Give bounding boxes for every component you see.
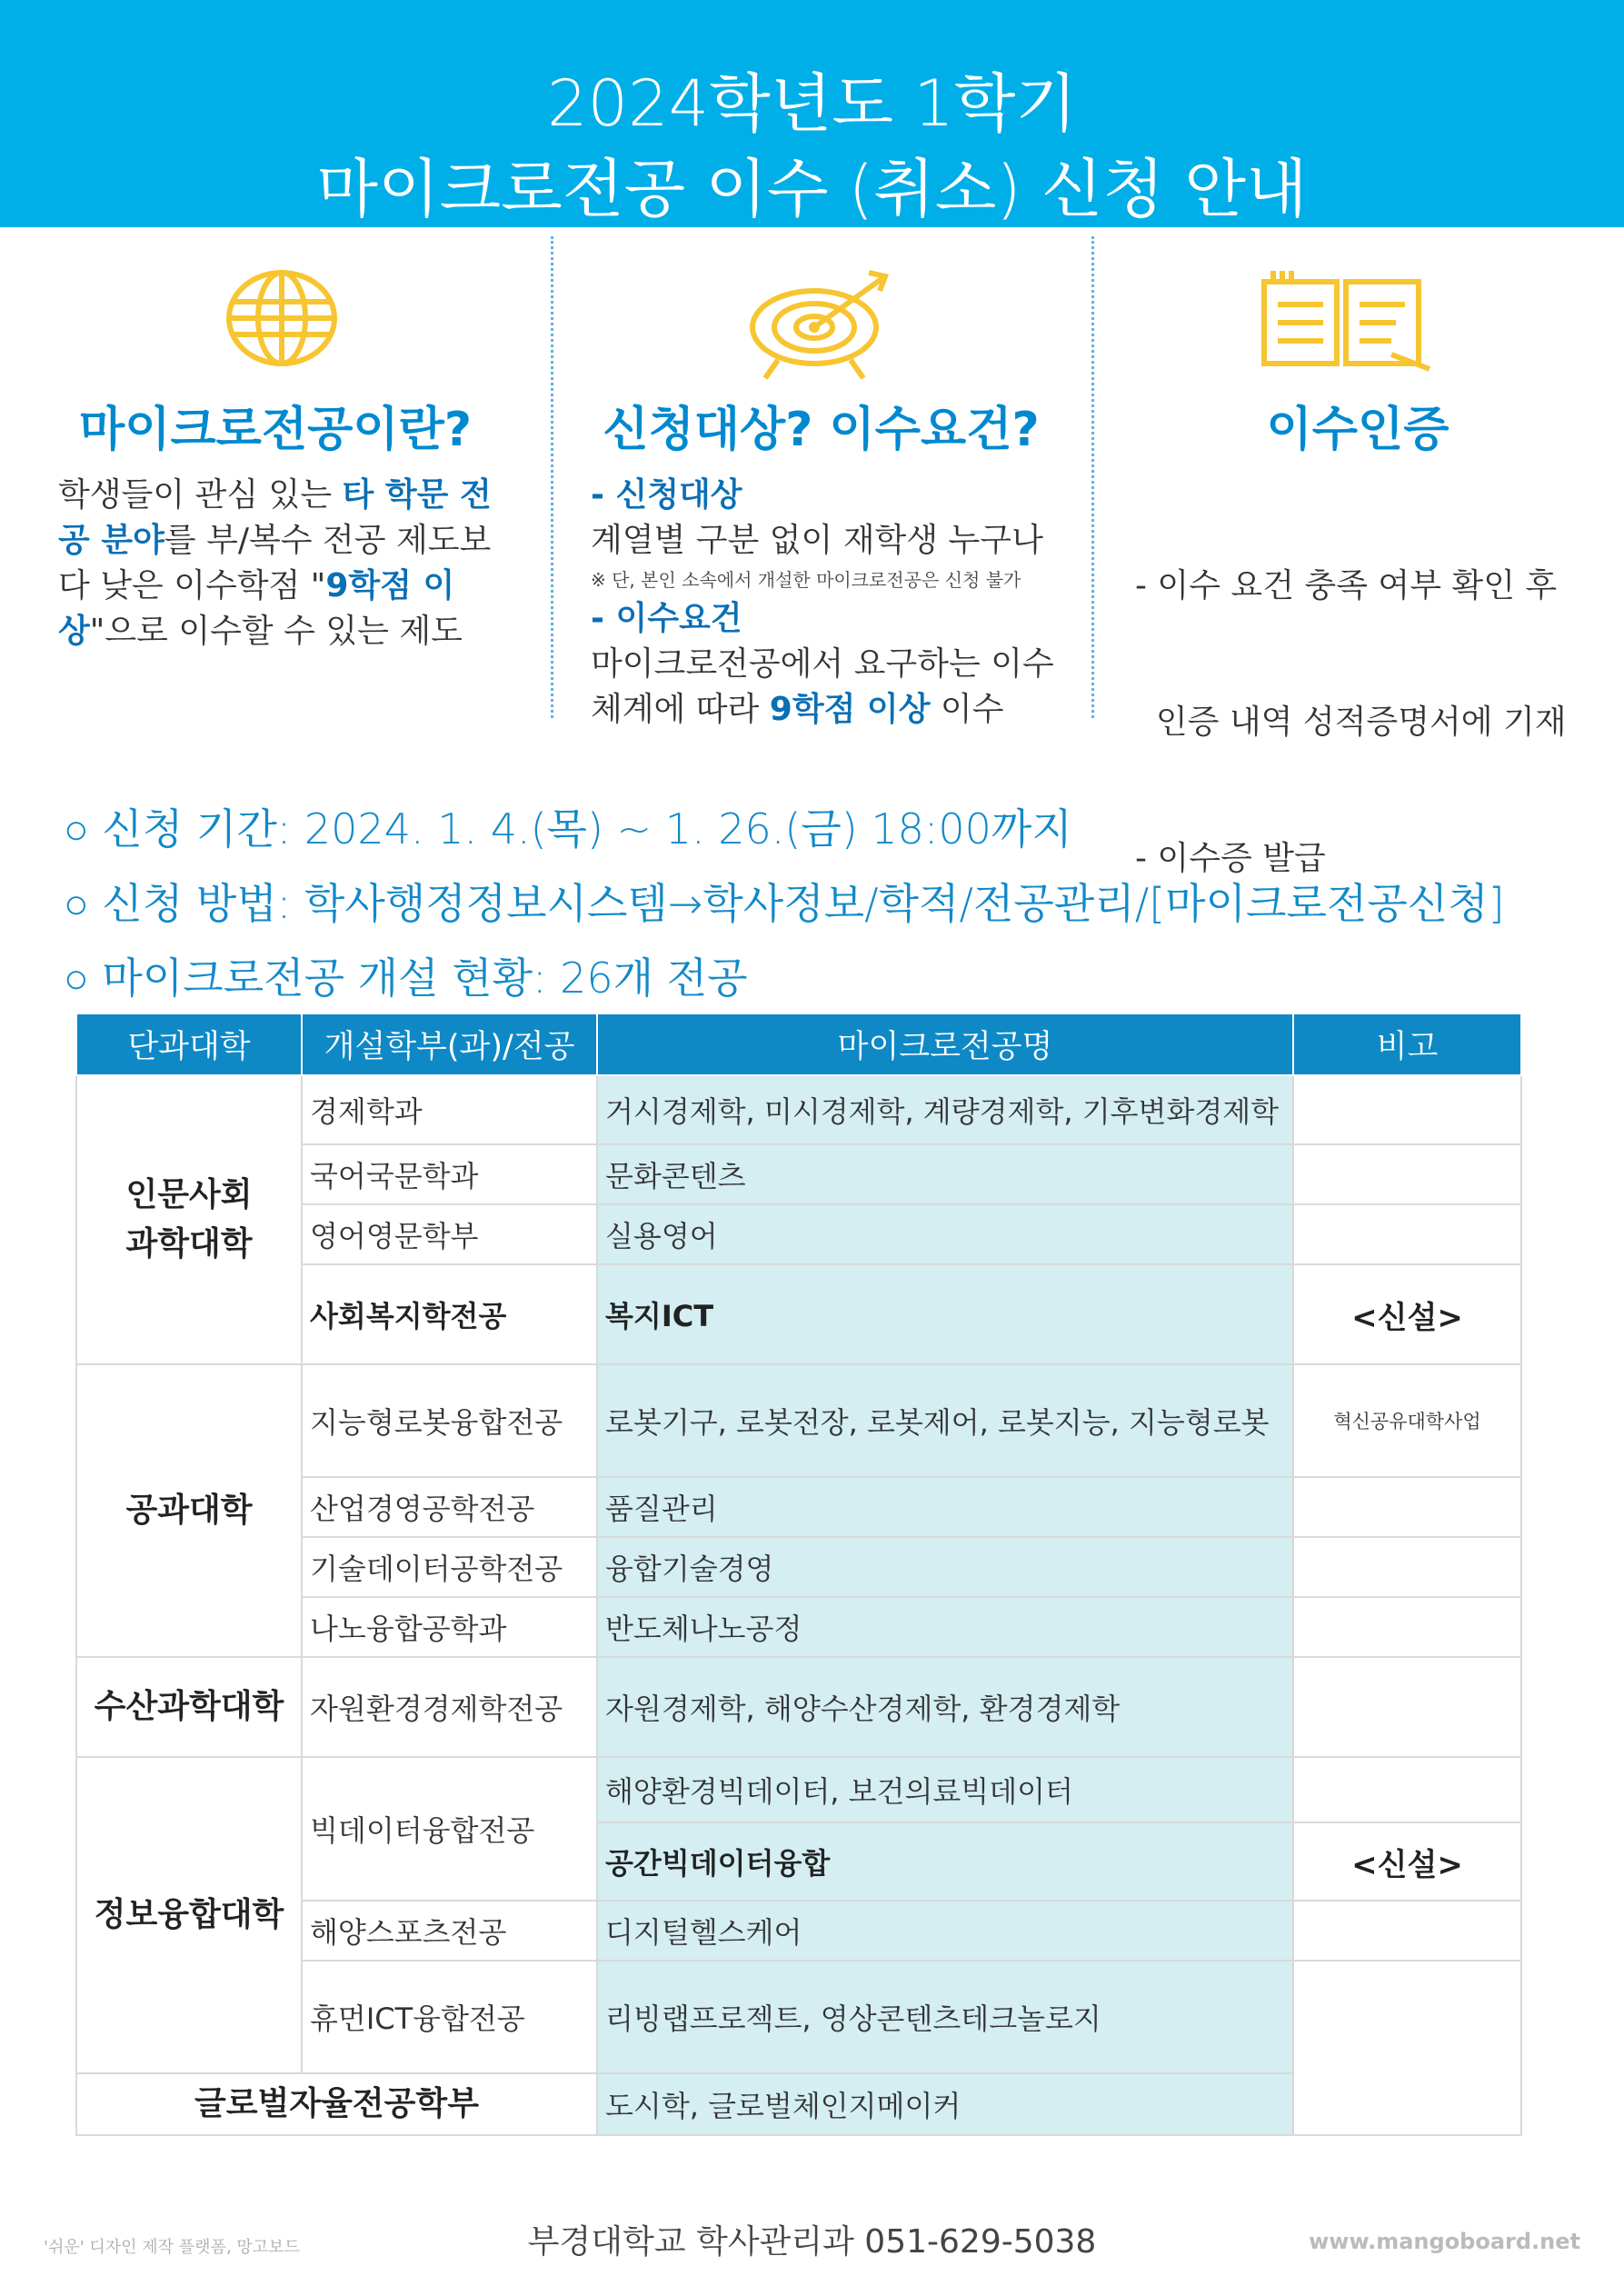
what-text-3: "으로 이수할 수 있는 제도	[89, 613, 463, 650]
remark-cell	[1293, 1477, 1521, 1537]
what-title: 마이크로전공이란?	[78, 403, 473, 457]
header-department: 개설학부(과)/전공	[302, 1013, 597, 1075]
micro-cell: 융합기술경영	[597, 1537, 1293, 1597]
micro-cell: 디지털헬스케어	[597, 1901, 1293, 1961]
dept-cell: 지능형로봇융합전공	[302, 1364, 597, 1477]
what-text-2: 를 부/복수 전공 제도보다 낮은 이수학점 "	[58, 522, 492, 604]
college-cell: 정보융합대학	[76, 1757, 302, 2073]
cert-line-1b: 인증 내역 성적증명서에 기재	[1135, 704, 1567, 741]
college-cell: 글로벌자율전공학부	[76, 2073, 597, 2135]
requirement-heading: - 이수요건	[591, 600, 742, 637]
book-icon	[1255, 264, 1437, 373]
application-method: ○ 신청 방법: 학사행정정보시스템→학사정보/학적/전공관리/[마이크로전공신청]	[64, 879, 1505, 928]
dept-cell: 해양스포츠전공	[302, 1901, 597, 1961]
dept-cell: 나노융합공학과	[302, 1597, 597, 1657]
remark-cell	[1293, 1204, 1521, 1264]
dept-cell: 영어영문학부	[302, 1204, 597, 1264]
header-banner	[0, 0, 1624, 227]
target-note: ※ 단, 본인 소속에서 개설한 마이크로전공은 신청 불가	[591, 569, 1021, 591]
micro-cell: 자원경제학, 해양수산경제학, 환경경제학	[597, 1657, 1293, 1757]
new-badge: <신설>	[1293, 1822, 1521, 1901]
micro-major-status: ○ 마이크로전공 개설 현황: 26개 전공	[64, 953, 748, 1003]
globe-icon	[200, 264, 364, 373]
who-description	[591, 473, 1081, 733]
watermark-left: '쉬운' 디자인 제작 플랫폼, 망고보드	[44, 2238, 300, 2257]
dept-cell: 자원환경경제학전공	[302, 1657, 597, 1757]
college-cell: 수산과학대학	[76, 1657, 302, 1757]
table-row	[76, 1364, 1521, 1477]
micro-cell: 문화콘텐츠	[597, 1144, 1293, 1204]
dept-cell: 경제학과	[302, 1075, 597, 1144]
target-text: 계열별 구분 없이 재학생 누구나	[591, 522, 1043, 559]
micro-cell: 도시학, 글로벌체인지메이커	[597, 2073, 1293, 2135]
college-cell: 인문사회 과학대학	[76, 1075, 302, 1364]
dept-cell: 사회복지학전공	[302, 1264, 597, 1364]
cert-line-1: - 이수 요건 충족 여부 확인 후	[1135, 567, 1558, 604]
remark-cell	[1293, 1657, 1521, 1757]
remark-cell: 혁신공유대학사업	[1293, 1364, 1521, 1477]
contact-footer: 부경대학교 학사관리과 051-629-5038	[527, 2223, 1097, 2261]
micro-cell: 반도체나노공정	[597, 1597, 1293, 1657]
header-remarks: 비고	[1293, 1013, 1521, 1075]
requirement-text	[591, 642, 1081, 733]
remark-cell	[1293, 1075, 1521, 1144]
watermark-right: www.mangoboard.net	[1309, 2229, 1580, 2254]
micro-cell: 공간빅데이터융합	[597, 1822, 1293, 1901]
micro-cell: 품질관리	[597, 1477, 1293, 1537]
requirement-text-1: 마이크로전공에서 요구하는 이수 체계에 따라	[591, 645, 1054, 728]
what-highlight-2: 9학점 이상	[58, 567, 455, 650]
remark-cell	[1293, 1597, 1521, 1657]
table-header-row	[76, 1013, 1521, 1075]
what-highlight-1: 타 학문 전공 분야	[58, 476, 492, 559]
target-icon	[732, 264, 896, 373]
header-micro-major: 마이크로전공명	[597, 1013, 1293, 1075]
micro-cell: 거시경제학, 미시경제학, 계량경제학, 기후변화경제학	[597, 1075, 1293, 1144]
micro-major-table	[75, 1013, 1522, 2136]
who-title: 신청대상? 이수요건?	[603, 403, 1040, 457]
micro-cell: 로봇기구, 로봇전장, 로봇제어, 로봇지능, 지능형로봇	[597, 1364, 1293, 1477]
requirement-highlight: 9학점 이상	[769, 691, 931, 728]
application-period: ○ 신청 기간: 2024. 1. 4.(목) ~ 1. 26.(금) 18:00까지	[64, 804, 1072, 854]
table-row	[76, 1075, 1521, 1144]
dept-cell: 산업경영공학전공	[302, 1477, 597, 1537]
dept-cell: 기술데이터공학전공	[302, 1537, 597, 1597]
target-heading: - 신청대상	[591, 476, 742, 514]
micro-cell: 해양환경빅데이터, 보건의료빅데이터	[597, 1757, 1293, 1822]
remark-cell	[1293, 1144, 1521, 1204]
cert-line-2: - 이수증 발급	[1135, 840, 1326, 877]
what-text-1: 학생들이 관심 있는	[58, 476, 343, 514]
cert-title: 이수인증	[1266, 403, 1450, 457]
table-row	[76, 1757, 1521, 1822]
header-college: 단과대학	[76, 1013, 302, 1075]
dept-cell: 빅데이터융합전공	[302, 1757, 597, 1901]
dept-cell: 국어국문학과	[302, 1144, 597, 1204]
new-badge: <신설>	[1293, 1264, 1521, 1364]
remark-cell	[1293, 1961, 1521, 2135]
table-row	[76, 1657, 1521, 1757]
micro-cell: 복지ICT	[597, 1264, 1293, 1364]
college-cell: 공과대학	[76, 1364, 302, 1657]
remark-cell	[1293, 1537, 1521, 1597]
header-title-line2: 마이크로전공 이수 (취소) 신청 안내	[316, 152, 1308, 226]
dept-cell: 휴먼ICT융합전공	[302, 1961, 597, 2073]
header-title-line1: 2024학년도 1학기	[546, 66, 1078, 141]
micro-cell: 실용영어	[597, 1204, 1293, 1264]
remark-cell	[1293, 1901, 1521, 1961]
requirement-text-2: 이수	[930, 691, 1004, 728]
micro-cell: 리빙랩프로젝트, 영상콘텐츠테크놀로지	[597, 1961, 1293, 2073]
remark-cell	[1293, 1757, 1521, 1822]
what-description	[58, 473, 522, 654]
